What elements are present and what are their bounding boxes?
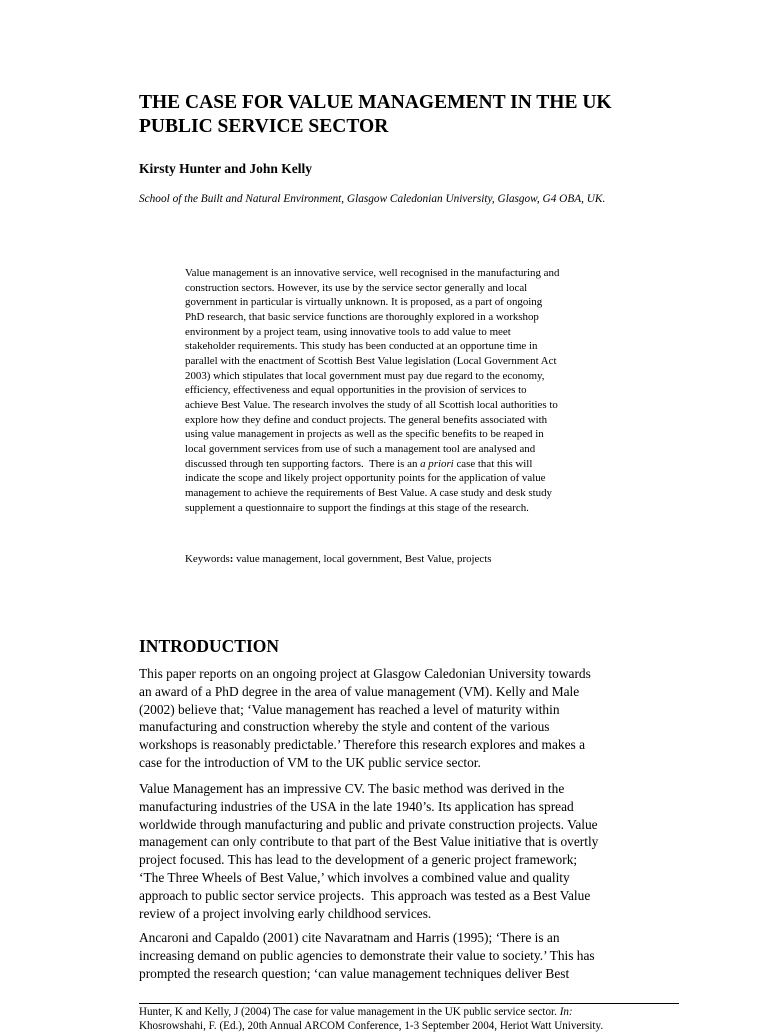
section-heading-introduction: INTRODUCTION [139, 636, 280, 656]
abstract-line: parallel with the enactment of Scottish Best Value legislation (Local Government Act [185, 354, 557, 367]
abstract-line: using value management in projects as well as the specific benefits to be reaped in [185, 428, 544, 441]
abstract-line: construction sectors. However, its use by the service sector generally and local [185, 281, 528, 294]
keywords-label: Keywords [185, 553, 230, 565]
abstract-line: efficiency, effectiveness and equal opportunities in the provision of services to [185, 384, 527, 397]
title-line: THE CASE FOR VALUE MANAGEMENT IN THE UK [139, 92, 612, 113]
paragraph [139, 665, 684, 772]
paragraph-line: approach to public sector service projects. This approach was tested as a Best Value [139, 887, 591, 903]
paragraph-line: prompted the research question; ‘can value management techniques deliver Best [139, 965, 570, 981]
paragraph [139, 929, 684, 982]
paragraph-line: Ancaroni and Capaldo (2001) cite Navaratnam and Harris (1995); ‘There is an [139, 930, 560, 945]
a-priori-phrase: a priori [420, 457, 454, 470]
abstract-line: explore how they define and conduct projects. The general benefits associated with [185, 413, 548, 426]
footnote-divider [139, 1003, 679, 1004]
paragraph-line: ‘The Three Wheels of Best Value,’ which involves a combined value and quality [139, 869, 570, 885]
keywords-text: value management, local government, Best Value, projects [233, 553, 492, 565]
abstract-line: management to achieve the requirements of Best Value. A case study and desk study [185, 486, 552, 499]
abstract-line: achieve Best Value. The research involves the study of all Scottish local authorities to [185, 398, 558, 411]
keywords [185, 552, 491, 567]
footnote-text: Hunter, K and Kelly, J (2004) The case for value management in the UK public service sector. [139, 1006, 560, 1018]
paragraph-line: project focused. This has lead to the development of a generic project framework; [139, 852, 578, 868]
paragraph-line: Value Management has an impressive CV. The basic method was derived in the [139, 781, 565, 796]
abstract-line: PhD research, that basic service functions are thoroughly explored in a workshop [185, 310, 539, 323]
footnote-line: Khosrowshahi, F. (Ed.), 20th Annual ARCOM Conference, 1-3 September 2004, Heriot Watt University. [139, 1020, 604, 1032]
abstract-text: case that this will [453, 457, 533, 470]
abstract [185, 266, 665, 515]
paragraph-line: (2002) believe that; ‘Value management has reached a level of maturity within [139, 701, 560, 717]
abstract-line: environment by a project team, using innovative tools to add value to meet [185, 325, 511, 338]
paragraph-line: an award of a PhD degree in the area of value management (VM). Kelly and Male [139, 683, 580, 699]
abstract-line: local government services from use of such a management tool are analysed and [185, 442, 536, 455]
paragraph-line: review of a project involving early childhood services. [139, 905, 432, 921]
footnote-line [139, 1005, 603, 1019]
citation-footnote [139, 1005, 603, 1033]
paragraph-line: management can only contribute to that part of the Best Value initiative that is overtly [139, 834, 599, 850]
footnote-in-label: In: [559, 1006, 573, 1018]
title-line: PUBLIC SERVICE SECTOR [139, 116, 389, 137]
author-names: Kirsty Hunter and John Kelly [139, 161, 313, 176]
abstract-line: 2003) which stipulates that local government must pay due regard to the economy, [185, 369, 545, 382]
keywords-separator: : [229, 553, 234, 565]
abstract-line: supplement a questionnaire to support the findings at this stage of the research. [185, 501, 529, 514]
abstract-line: stakeholder requirements. This study has been conducted at an opportune time in [185, 340, 538, 353]
abstract-line: indicate the scope and likely project opportunity points for the application of value [185, 472, 546, 485]
paper-title [139, 91, 699, 139]
paragraph-line: This paper reports on an ongoing project at Glasgow Caledonian University towards [139, 666, 591, 681]
paragraph-line: manufacturing industries of the USA in the late 1940’s. Its application has spread [139, 798, 574, 814]
abstract-line-mixed [185, 457, 665, 472]
paragraph-line: manufacturing and construction whereby the style and content of the various [139, 719, 550, 735]
paragraph [139, 780, 684, 922]
paragraph-line: increasing demand on public agencies to demonstrate their value to society.’ This has [139, 947, 595, 963]
abstract-line: government in particular is virtually unknown. It is proposed, as a part of ongoing [185, 296, 543, 309]
paragraph-line: workshops is reasonably predictable.’ Therefore this research explores and makes a [139, 737, 586, 753]
abstract-text: discussed through ten supporting factors. There is an [185, 457, 421, 470]
paragraph-line: case for the introduction of VM to the UK public service sector. [139, 754, 481, 770]
paragraph-line: worldwide through manufacturing and public and private construction projects. Value [139, 816, 598, 832]
abstract-line: Value management is an innovative service, well recognised in the manufacturing and [185, 267, 560, 279]
author-affiliation: School of the Built and Natural Environment, Glasgow Caledonian University, Glasgow, G4 OBA, UK. [139, 193, 606, 205]
